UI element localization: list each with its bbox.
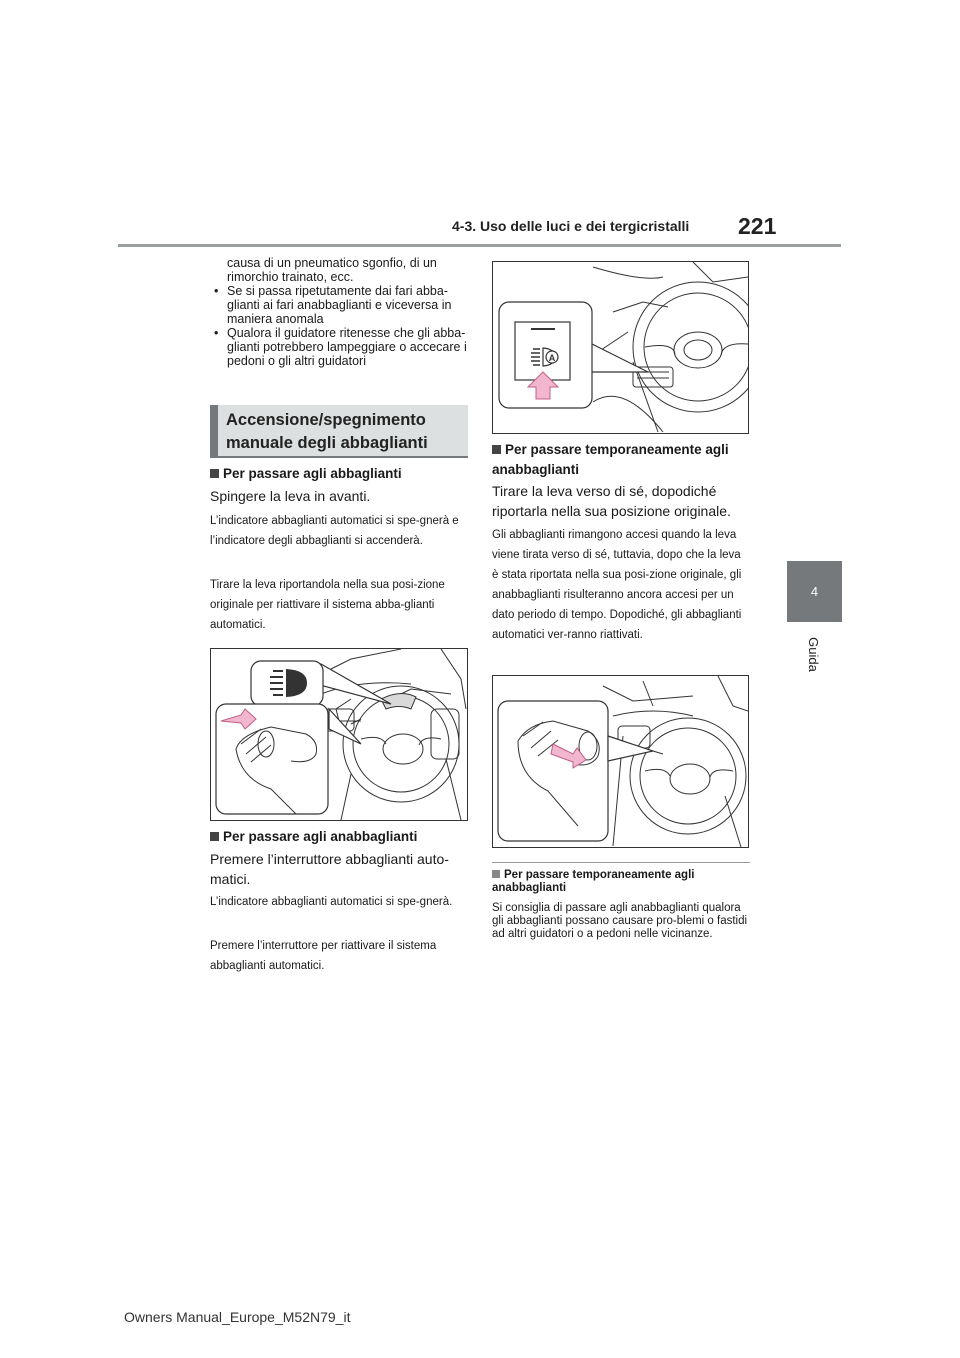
subheading-high-beam: Per passare agli abbaglianti bbox=[210, 464, 468, 484]
square-bullet-icon bbox=[210, 832, 219, 841]
chapter-tab bbox=[787, 561, 842, 622]
section-header: 4-3. Uso delle luci e dei tergicristalli bbox=[452, 218, 690, 234]
section-title: Accensione/spegnimento manuale degli abbaglianti bbox=[226, 411, 428, 452]
chapter-number: 4 bbox=[810, 584, 819, 599]
body-paragraph: Premere l’interruttore per riattivare il sistema abbaglianti automatici. bbox=[210, 940, 437, 972]
header-divider bbox=[118, 244, 841, 247]
continued-text: causa di un pneumatico sgonfio, di un rimorchio trainato, ecc. bbox=[227, 256, 437, 284]
subheading-temp-low-beam: Per passare temporaneamente agli anabbaglianti bbox=[492, 442, 729, 477]
figure-lever-pull bbox=[492, 675, 749, 848]
section-title-box bbox=[210, 405, 468, 456]
square-bullet-icon bbox=[492, 445, 501, 454]
chapter-tab-label: Guida bbox=[805, 637, 821, 672]
square-bullet-icon bbox=[492, 870, 500, 878]
figure-switch-press bbox=[492, 261, 749, 434]
switch-press-illustration bbox=[493, 262, 748, 433]
lever-pull-illustration bbox=[493, 676, 748, 847]
body-paragraph: Tirare la leva riportandola nella sua posi-zione originale per riattivare il sistema abba-glianti automatici. bbox=[210, 579, 445, 631]
list-item: • Qualora il guidatore ritenesse che gli abba-glianti potrebbero lampeggiare o accecare i pedoni o gli altri guidatori bbox=[210, 326, 468, 368]
footnote-divider bbox=[492, 862, 750, 863]
footnote-body: Si consiglia di passare agli anabbaglianti qualora gli abbaglianti possano causare pro-blemi o fastidi ad altri guidatori o a pedoni nelle vicinanze. bbox=[492, 902, 748, 940]
bullet-list bbox=[210, 256, 468, 368]
instruction-lead: Spingere la leva in avanti. bbox=[210, 488, 371, 504]
body-paragraph: L’indicatore abbaglianti automatici si spe-gnerà. bbox=[210, 896, 453, 908]
instruction-lead: Premere l’interruttore abbaglianti auto-matici. bbox=[210, 851, 449, 887]
list-item: • Se si passa ripetutamente dai fari abba-glianti ai fari anabbaglianti e viceversa in maniera anomala bbox=[210, 284, 468, 326]
footnote-heading: Per passare temporaneamente agli anabbaglianti bbox=[492, 869, 695, 894]
square-bullet-icon bbox=[210, 469, 219, 478]
switch-letter: A bbox=[548, 353, 556, 363]
section-divider bbox=[210, 456, 468, 458]
footer-manual-id: Owners Manual_Europe_M52N79_it bbox=[124, 1309, 351, 1325]
subheading-low-beam: Per passare agli anabbaglianti bbox=[210, 827, 468, 847]
page-number: 221 bbox=[738, 213, 777, 239]
body-paragraph: Gli abbaglianti rimangono accesi quando la leva viene tirata verso di sé, tuttavia, dopo che la leva è stata riportata nella sua posi-zione originale, gli anabbaglianti risulteranno ancora accesi per un dato periodo di tempo. Dopodiché, gli abbaglianti automatici ver-ranno riattivati. bbox=[492, 529, 742, 641]
lever-push-illustration bbox=[211, 649, 467, 820]
instruction-lead: Tirare la leva verso di sé, dopodiché riportarla nella sua posizione originale. bbox=[492, 483, 731, 519]
figure-lever-push bbox=[210, 648, 468, 821]
body-paragraph: L’indicatore abbaglianti automatici si spe-gnerà e l’indicatore degli abbaglianti si accenderà. bbox=[210, 515, 459, 547]
